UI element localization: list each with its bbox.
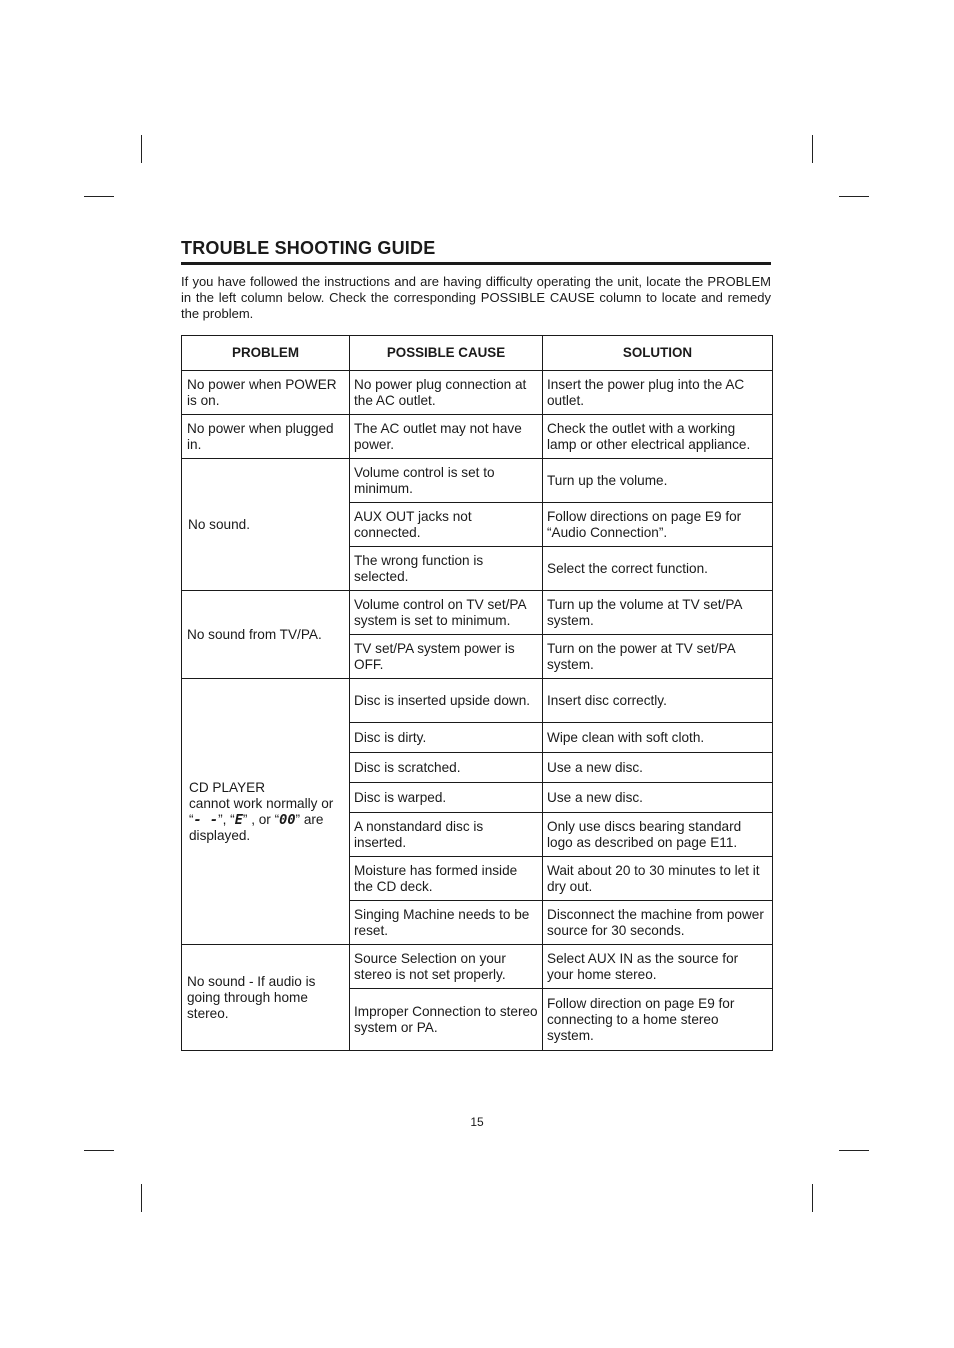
solution-cell: Use a new disc. xyxy=(543,783,773,813)
problem-cell-cd-player xyxy=(182,679,350,945)
cause-cell: A nonstandard disc is inserted. xyxy=(350,813,543,857)
table-header-row xyxy=(182,336,773,371)
solution-cell: Wait about 20 to 30 minutes to let it dry out. xyxy=(543,857,773,901)
troubleshooting-table xyxy=(181,335,773,1051)
cause-cell: No power plug connection at the AC outlet. xyxy=(350,371,543,415)
solution-cell: Disconnect the machine from power source for 30 seconds. xyxy=(543,901,773,945)
crop-mark xyxy=(812,1184,813,1212)
cause-cell: AUX OUT jacks not connected. xyxy=(350,503,543,547)
table-row xyxy=(182,679,773,723)
table-row xyxy=(182,459,773,503)
crop-mark xyxy=(84,196,114,197)
solution-cell: Select AUX IN as the source for your home stereo. xyxy=(543,945,773,989)
crop-mark xyxy=(812,135,813,163)
table-row xyxy=(182,415,773,459)
problem-cell: No sound - If audio is going through home stereo. xyxy=(182,945,350,1051)
solution-cell: Turn up the volume at TV set/PA system. xyxy=(543,591,773,635)
cause-cell: Source Selection on your stereo is not set properly. xyxy=(350,945,543,989)
cause-cell: Disc is dirty. xyxy=(350,723,543,753)
intro-paragraph: If you have followed the instructions and are having difficulty operating the unit, locate the PROBLEM in the left column below. Check the corresponding POSSIBLE CAUSE column to locate and remedy the problem. xyxy=(181,274,771,321)
solution-cell: Insert disc correctly. xyxy=(543,679,773,723)
problem-cell: No sound. xyxy=(182,459,350,591)
crop-mark xyxy=(839,196,869,197)
problem-cell: No sound from TV/PA. xyxy=(182,591,350,679)
solution-cell: Check the outlet with a working lamp or other electrical appliance. xyxy=(543,415,773,459)
cause-cell: Volume control is set to minimum. xyxy=(350,459,543,503)
problem-cell: No power when POWER is on. xyxy=(182,371,350,415)
page-title: TROUBLE SHOOTING GUIDE xyxy=(181,238,771,265)
problem-cell: No power when plugged in. xyxy=(182,415,350,459)
solution-cell: Only use discs bearing standard logo as described on page E11. xyxy=(543,813,773,857)
display-dashes-glyph: - - xyxy=(193,811,219,828)
problem-text: ” , or “ xyxy=(242,811,280,827)
crop-mark xyxy=(839,1150,869,1151)
cause-cell: The wrong function is selected. xyxy=(350,547,543,591)
column-header-solution: SOLUTION xyxy=(543,336,773,371)
table-row xyxy=(182,945,773,989)
crop-mark xyxy=(84,1150,114,1151)
problem-line: CD PLAYER xyxy=(189,779,266,795)
problem-text: ” are displayed. xyxy=(189,811,324,843)
cause-cell: Disc is inserted upside down. xyxy=(350,679,543,723)
cause-cell: Disc is warped. xyxy=(350,783,543,813)
solution-cell: Insert the power plug into the AC outlet. xyxy=(543,371,773,415)
cause-cell: Improper Connection to stereo system or PA. xyxy=(350,989,543,1051)
problem-line: cannot work normally or xyxy=(189,795,334,811)
table-row xyxy=(182,371,773,415)
display-e-glyph: E xyxy=(234,811,243,828)
solution-cell: Turn on the power at TV set/PA system. xyxy=(543,635,773,679)
cause-cell: Volume control on TV set/PA system is set to minimum. xyxy=(350,591,543,635)
solution-cell: Select the correct function. xyxy=(543,547,773,591)
page-number: 15 xyxy=(470,1115,484,1129)
problem-text: ”, “ xyxy=(218,811,235,827)
solution-cell: Turn up the volume. xyxy=(543,459,773,503)
crop-mark xyxy=(141,135,142,163)
solution-cell: Follow directions on page E9 for “Audio Connection”. xyxy=(543,503,773,547)
problem-text: “ xyxy=(189,811,194,827)
column-header-cause: POSSIBLE CAUSE xyxy=(350,336,543,371)
cause-cell: Disc is scratched. xyxy=(350,753,543,783)
column-header-problem: PROBLEM xyxy=(182,336,350,371)
crop-mark xyxy=(141,1184,142,1212)
table-row xyxy=(182,591,773,635)
cause-cell: Singing Machine needs to be reset. xyxy=(350,901,543,945)
cause-cell: TV set/PA system power is OFF. xyxy=(350,635,543,679)
solution-cell: Follow direction on page E9 for connecting to a home stereo system. xyxy=(543,989,773,1051)
cause-cell: The AC outlet may not have power. xyxy=(350,415,543,459)
solution-cell: Use a new disc. xyxy=(543,753,773,783)
cause-cell: Moisture has formed inside the CD deck. xyxy=(350,857,543,901)
solution-cell: Wipe clean with soft cloth. xyxy=(543,723,773,753)
display-zero-glyph: 00 xyxy=(279,811,296,828)
